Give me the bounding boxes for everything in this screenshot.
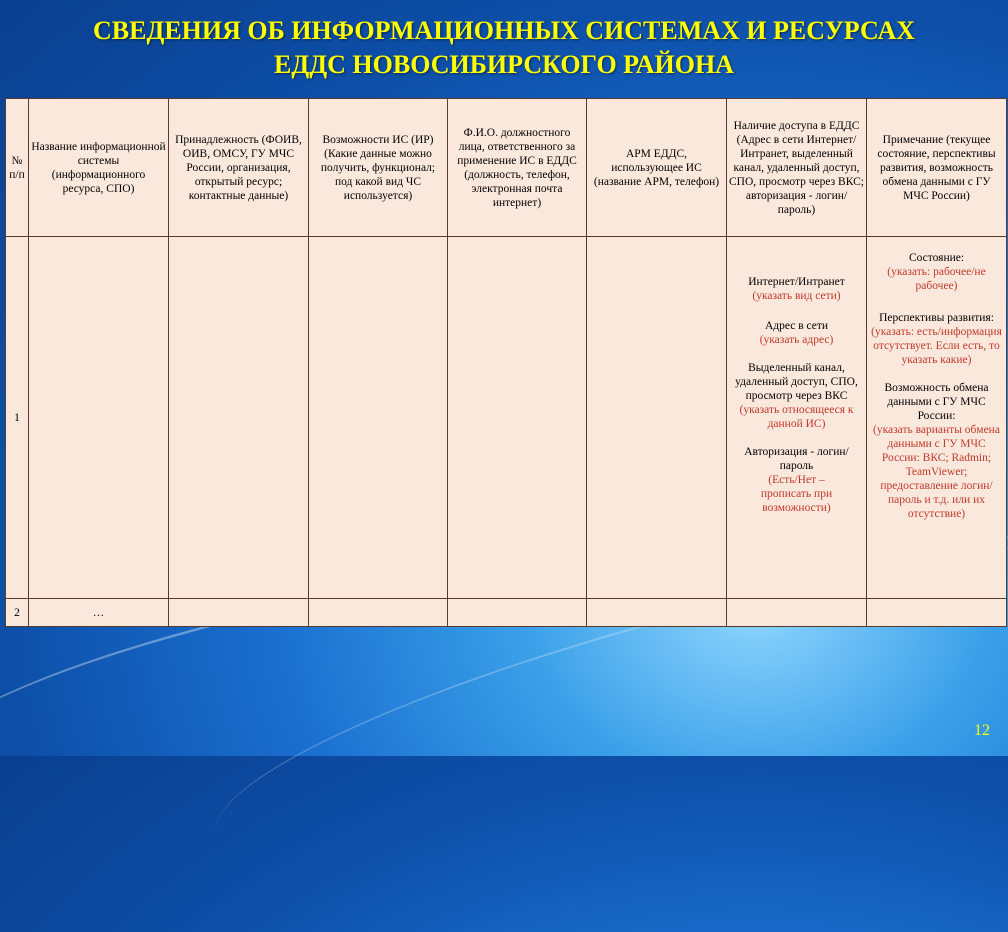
access-auth-hint: (Есть/Нет – прописать при возможности) <box>760 474 833 514</box>
access-auth-label: Авторизация - логин/пароль <box>744 446 849 472</box>
access-net-label: Интернет/Интранет <box>748 276 845 288</box>
header-arm: АРМ ЕДДС, использующее ИС (название АРМ, телефон) <box>587 99 727 237</box>
access-addr-label: Адрес в сети <box>764 320 829 332</box>
title-line-2: ЕДДС НОВОСИБИРСКОГО РАЙОНА <box>274 50 734 79</box>
notes-state-label: Состояние: <box>908 252 965 264</box>
header-name: Название информационной системы (информационного ресурса, СПО) <box>29 99 169 237</box>
title-line-1: СВЕДЕНИЯ ОБ ИНФОРМАЦИОННЫХ СИСТЕМАХ И РЕСУРСАХ <box>92 16 916 45</box>
row2-arm[interactable] <box>587 599 727 627</box>
table-row <box>6 599 1007 627</box>
header-capabilities: Возможности ИС (ИР) (Какие данные можно получить, функционал; под какой вид ЧС используется) <box>309 99 448 237</box>
row1-responsible[interactable] <box>448 237 587 599</box>
header-responsible: Ф.И.О. должностного лица, ответственного за применение ИС в ЕДДС (должность, телефон, электронная почта интернет) <box>448 99 587 237</box>
row1-name[interactable] <box>29 237 169 599</box>
row2-num: 2 <box>6 599 29 627</box>
row1-access[interactable] <box>727 237 867 599</box>
header-num: № п/п <box>6 99 29 237</box>
notes-exchange-label: Возможность обмена данными с ГУ МЧС России: <box>884 382 989 422</box>
table-row <box>6 237 1007 599</box>
notes-exchange-hint: (указать варианты обмена данными с ГУ МЧС России: ВКС; Radmin; TeamViewer; предоставление логин/пароль и т.д. или их отсутствие) <box>873 424 1000 520</box>
row2-capabilities[interactable] <box>309 599 448 627</box>
notes-persp-hint: (указать: есть/информация отсутствует. Если есть, то указать какие) <box>871 326 1002 366</box>
notes-persp-label: Перспективы развития: <box>879 312 994 324</box>
header-access: Наличие доступа в ЕДДС (Адрес в сети Интернет/Интранет, выделенный канал, удаленный доступ, СПО, просмотр через ВКС; авторизация - логин/пароль) <box>727 99 867 237</box>
access-channel-hint: (указать относящееся к данной ИС) <box>739 404 854 430</box>
row1-num: 1 <box>6 237 29 599</box>
row2-name[interactable]: … <box>29 599 169 627</box>
access-addr-hint: (указать адрес) <box>759 334 834 346</box>
notes-state-hint: (указать: рабочее/не рабочее) <box>887 266 986 292</box>
table-header-row <box>6 99 1007 237</box>
row2-responsible[interactable] <box>448 599 587 627</box>
row1-notes[interactable] <box>867 237 1007 599</box>
info-systems-table <box>5 98 1007 627</box>
header-owner: Принадлежность (ФОИВ, ОИВ, ОМСУ, ГУ МЧС России, организация, открытый ресурс; контактные данные) <box>169 99 309 237</box>
row2-owner[interactable] <box>169 599 309 627</box>
page-number: 12 <box>974 722 990 739</box>
row2-notes[interactable] <box>867 599 1007 627</box>
row1-capabilities[interactable] <box>309 237 448 599</box>
access-net-hint: (указать вид сети) <box>752 290 841 302</box>
row2-access[interactable] <box>727 599 867 627</box>
page-title <box>0 14 1008 82</box>
row1-owner[interactable] <box>169 237 309 599</box>
header-notes: Примечание (текущее состояние, перспективы развития, возможность обмена данными с ГУ МЧС России) <box>867 99 1007 237</box>
access-channel-label: Выделенный канал, удаленный доступ, СПО, просмотр через ВКС <box>735 362 858 402</box>
row1-arm[interactable] <box>587 237 727 599</box>
